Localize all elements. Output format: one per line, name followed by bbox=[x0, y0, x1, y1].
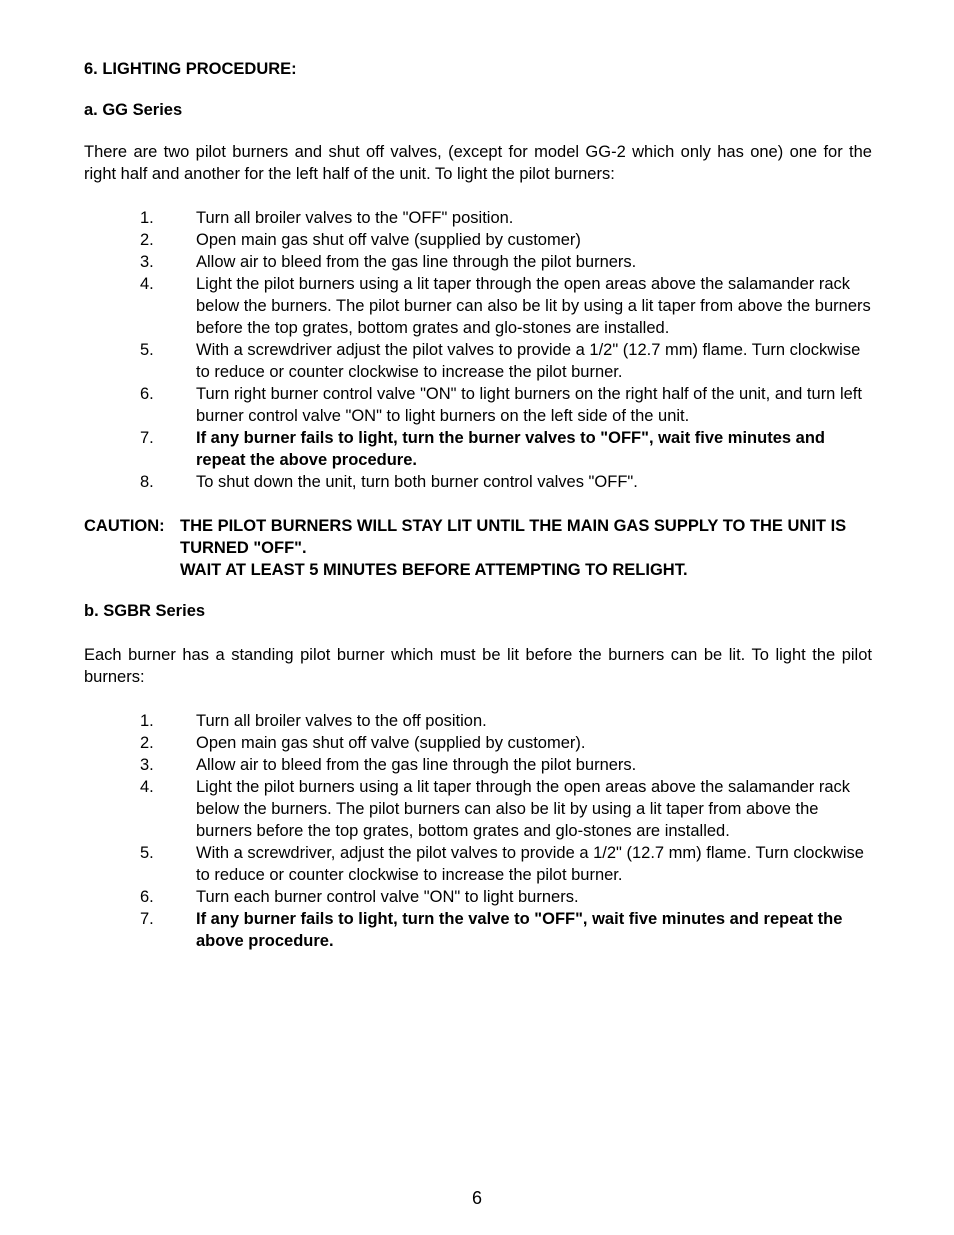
sgbr-step bbox=[84, 710, 872, 732]
step-text: Allow air to bleed from the gas line through the pilot burners. bbox=[196, 756, 637, 774]
sgbr-step bbox=[84, 886, 872, 908]
section-title: 6. LIGHTING PROCEDURE: bbox=[84, 60, 297, 78]
gg-step bbox=[84, 229, 872, 251]
step-text: To shut down the unit, turn both burner control valves "OFF". bbox=[196, 473, 638, 491]
gg-series-title: a. GG Series bbox=[84, 101, 183, 119]
gg-step bbox=[84, 383, 872, 427]
gg-step bbox=[84, 273, 872, 339]
document-page bbox=[84, 58, 872, 952]
step-text: With a screwdriver, adjust the pilot valves to provide a 1/2" (12.7 mm) flame. Turn clockwise to reduce or counter clockwise to increase the pilot burner. bbox=[196, 844, 864, 884]
gg-step bbox=[84, 339, 872, 383]
step-number: 5. bbox=[140, 341, 154, 359]
step-text: Open main gas shut off valve (supplied by customer). bbox=[196, 734, 586, 752]
step-number: 4. bbox=[140, 778, 154, 796]
step-number: 1. bbox=[140, 209, 154, 227]
sgbr-step bbox=[84, 842, 872, 886]
sgbr-step bbox=[84, 754, 872, 776]
step-text: If any burner fails to light, turn the burner valves to "OFF", wait five minutes and repeat the above procedure. bbox=[196, 429, 825, 469]
caution-line: THE PILOT BURNERS WILL STAY LIT UNTIL THE MAIN GAS SUPPLY TO THE UNIT IS TURNED "OFF". bbox=[180, 517, 847, 557]
sgbr-intro: Each burner has a standing pilot burner which must be lit before the burners can be lit. To light the pilot burners: bbox=[84, 646, 872, 686]
step-text: Light the pilot burners using a lit taper through the open areas above the salamander rack below the burners. The pilot burner can also be lit by using a lit taper from above the burners before the top grates, bottom grates and glo-stones are installed. bbox=[196, 275, 871, 337]
step-number: 6. bbox=[140, 385, 154, 403]
step-number: 7. bbox=[140, 429, 154, 447]
step-text: Allow air to bleed from the gas line through the pilot burners. bbox=[196, 253, 637, 271]
step-number: 3. bbox=[140, 253, 154, 271]
gg-step bbox=[84, 471, 872, 493]
sgbr-step bbox=[84, 776, 872, 842]
step-number: 4. bbox=[140, 275, 154, 293]
sgbr-step-warning bbox=[84, 908, 872, 952]
sgbr-step bbox=[84, 732, 872, 754]
step-number: 1. bbox=[140, 712, 154, 730]
step-number: 6. bbox=[140, 888, 154, 906]
step-text: With a screwdriver adjust the pilot valves to provide a 1/2" (12.7 mm) flame. Turn clockwise to reduce or counter clockwise to increase the pilot burner. bbox=[196, 341, 861, 381]
step-number: 2. bbox=[140, 734, 154, 752]
gg-step bbox=[84, 251, 872, 273]
sgbr-steps-list bbox=[84, 710, 872, 952]
step-number: 2. bbox=[140, 231, 154, 249]
caution-label: CAUTION: bbox=[84, 517, 165, 535]
sgbr-series-title: b. SGBR Series bbox=[84, 602, 206, 620]
gg-step-warning bbox=[84, 427, 872, 471]
gg-intro: There are two pilot burners and shut off valves, (except for model GG-2 which only has one) one for the right half and another for the left half of the unit. To light the pilot burners: bbox=[84, 143, 872, 183]
gg-step bbox=[84, 207, 872, 229]
gg-steps-list bbox=[84, 207, 872, 493]
caution-notice bbox=[84, 515, 872, 581]
step-text: If any burner fails to light, turn the valve to "OFF", wait five minutes and repeat the above procedure. bbox=[196, 910, 843, 950]
step-number: 8. bbox=[140, 473, 154, 491]
step-number: 5. bbox=[140, 844, 154, 862]
step-text: Turn all broiler valves to the "OFF" position. bbox=[196, 209, 514, 227]
step-text: Light the pilot burners using a lit taper through the open areas above the salamander rack below the burners. The pilot burners can also be lit by using a lit taper from above the burners before the top grates, bottom grates and glo-stones are installed. bbox=[196, 778, 850, 840]
step-text: Open main gas shut off valve (supplied by customer) bbox=[196, 231, 581, 249]
step-text: Turn right burner control valve "ON" to light burners on the right half of the unit, and turn left burner control valve "ON" to light burners on the left side of the unit. bbox=[196, 385, 862, 425]
caution-line: WAIT AT LEAST 5 MINUTES BEFORE ATTEMPTING TO RELIGHT. bbox=[180, 561, 688, 579]
step-number: 7. bbox=[140, 910, 154, 928]
step-number: 3. bbox=[140, 756, 154, 774]
step-text: Turn all broiler valves to the off position. bbox=[196, 712, 487, 730]
page-number: 6 bbox=[471, 1188, 482, 1208]
step-text: Turn each burner control valve "ON" to light burners. bbox=[196, 888, 579, 906]
